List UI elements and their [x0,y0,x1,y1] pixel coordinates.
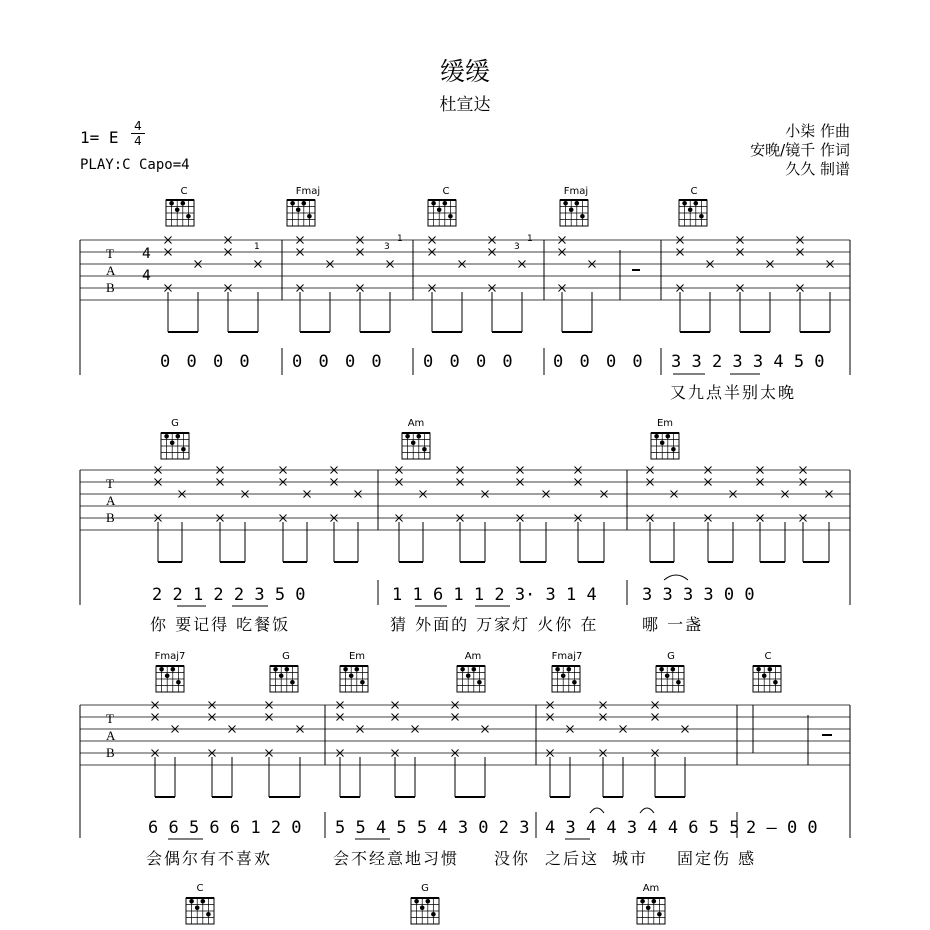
chord-finger-dot [164,434,169,439]
chord-name: G [282,651,290,662]
tab-clef-letter: T [106,246,114,261]
tie-arc [640,808,654,813]
chord-finger-dot [186,214,191,219]
chord-finger-dot [555,667,560,672]
lyricist-credit: 安晚/镜千 作词 [750,141,850,159]
chord-finger-dot [176,680,181,685]
notation-measure: 0 0 0 0 [423,352,513,372]
chord-name: Fmaj [563,186,589,197]
tab-clef-letter: T [106,476,114,491]
chord-finger-dot [279,673,284,678]
song-title: 缓缓 [439,57,490,86]
lyric-line: 猜 外面的 万家灯 火你 在 [390,615,599,634]
chord-finger-dot [657,912,662,917]
chord-finger-dot [343,667,348,672]
chord-finger-dot [466,673,471,678]
chord-finger-dot [285,667,290,672]
lyric-line: 你 要记得 吃餐饭 [150,615,291,634]
chord-finger-dot [171,667,176,672]
lyric-line: 固定伤 感 [677,849,757,868]
chord-name: Fmaj [295,186,321,197]
chord-finger-dot [195,905,200,910]
chord-finger-dot [176,434,181,439]
chord-finger-dot [580,214,585,219]
chord-finger-dot [411,440,416,445]
notation-measure: 5 5 4 5 5 4 3 0 2 3 [335,818,530,838]
tie-arc [664,575,688,580]
composer-credit: 小柒 作曲 [785,122,850,140]
chord-name: Am [464,651,482,662]
tab-clef-letter: B [106,280,115,295]
time-sig-top: 4 [134,119,142,133]
chord-finger-dot [175,207,180,212]
tab-clef-letter: A [106,728,116,743]
play-capo-info: PLAY:C Capo=4 [80,157,190,173]
chord-name: C [442,186,450,197]
chord-finger-dot [349,673,354,678]
notation-measure: 0 0 0 0 [553,352,643,372]
notation-measure: 3 3 3 3 0 0 [642,585,755,605]
chord-finger-dot [170,440,175,445]
chord-finger-dot [296,207,301,212]
chord-name: C [196,883,204,894]
chord-finger-dot [654,434,659,439]
chord-finger-dot [640,899,645,904]
fret-number: 1 [397,234,403,244]
chord-finger-dot [422,447,427,452]
chord-name: C [690,186,698,197]
lyric-line: 又九点半别太晚 [670,383,797,402]
chord-finger-dot [676,680,681,685]
chord-finger-dot [652,899,657,904]
tie-arc [590,808,604,813]
chord-name: Fmaj7 [551,651,583,662]
tab-clef-letter: B [106,745,115,760]
fret-number: 3 [384,242,390,252]
chord-finger-dot [181,201,186,206]
chord-finger-dot [417,434,422,439]
chord-finger-dot [682,201,687,206]
chord-finger-dot [575,201,580,206]
chord-name: C [180,186,188,197]
fret-number: 1 [254,242,260,252]
notation-measure: 3 3 2 3 3 4 5 0 [671,352,825,372]
chord-finger-dot [460,667,465,672]
chord-finger-dot [431,912,436,917]
chord-finger-dot [448,214,453,219]
chord-finger-dot [169,201,174,206]
chord-finger-dot [563,201,568,206]
chord-finger-dot [290,680,295,685]
chord-finger-dot [561,673,566,678]
tab-time-sig-top: 4 [142,246,151,262]
chord-finger-dot [688,207,693,212]
chord-finger-dot [671,447,676,452]
chord-finger-dot [477,680,482,685]
song-artist: 杜宣达 [439,95,491,115]
tab-clef-letter: A [106,493,116,508]
chord-name: Am [407,418,425,429]
chord-finger-dot [307,214,312,219]
chord-finger-dot [762,673,767,678]
notation-measure: 4 3 4 4 3 4 4 6 5 5 [545,818,740,838]
chord-finger-dot [360,680,365,685]
chord-finger-dot [443,201,448,206]
chord-name: C [764,651,772,662]
chord-finger-dot [420,905,425,910]
arranger-credit: 久久 制谱 [785,160,850,178]
notation-measure: 2 2 1 2 2 3 5 0 [152,585,306,605]
chord-finger-dot [659,667,664,672]
chord-finger-dot [660,440,665,445]
key-signature: 1= E [80,128,119,147]
notation-measure: 0 0 0 0 [160,352,250,372]
lyric-line: 城市 [612,849,649,868]
lyric-line: 没你 [494,849,531,868]
lyric-line: 会偶尔有不喜欢 [146,849,273,868]
chord-name: G [421,883,429,894]
notation-measure: 2 — 0 0 [746,818,818,838]
chord-finger-dot [431,201,436,206]
chord-finger-dot [405,434,410,439]
chord-finger-dot [290,201,295,206]
fret-number: 3 [514,242,520,252]
chord-finger-dot [273,667,278,672]
chord-finger-dot [355,667,360,672]
chord-finger-dot [165,673,170,678]
chord-finger-dot [159,667,164,672]
chord-finger-dot [773,680,778,685]
lyric-line: 之后这 [545,849,600,868]
chord-finger-dot [181,447,186,452]
chord-finger-dot [302,201,307,206]
chord-finger-dot [201,899,206,904]
chord-finger-dot [665,673,670,678]
chord-name: G [171,418,179,429]
chord-finger-dot [472,667,477,672]
time-sig-bottom: 4 [134,134,142,148]
chord-finger-dot [572,680,577,685]
notation-measure: 6 6 5 6 6 1 2 0 [148,818,302,838]
chord-finger-dot [646,905,651,910]
chord-name: Em [348,651,366,662]
chord-finger-dot [567,667,572,672]
lyric-line: 哪 一盏 [642,615,704,634]
chord-finger-dot [189,899,194,904]
chord-finger-dot [756,667,761,672]
notation-measure: 1 1 6 1 1 2 3· 3 1 4 [392,585,597,605]
chord-finger-dot [569,207,574,212]
chord-name: G [667,651,675,662]
chord-finger-dot [671,667,676,672]
chord-finger-dot [694,201,699,206]
chord-name: Em [656,418,674,429]
fret-number: 1 [527,234,533,244]
chord-finger-dot [414,899,419,904]
tab-clef-letter: T [106,711,114,726]
tab-clef-letter: B [106,510,115,525]
chord-name: Fmaj7 [154,651,186,662]
chord-finger-dot [206,912,211,917]
notation-measure: 0 0 0 0 [292,352,382,372]
chord-finger-dot [768,667,773,672]
chord-finger-dot [426,899,431,904]
tab-time-sig-bottom: 4 [142,268,151,284]
lyric-line: 会不经意地习惯 [333,849,460,868]
chord-finger-dot [437,207,442,212]
tab-clef-letter: A [106,263,116,278]
chord-finger-dot [699,214,704,219]
chord-finger-dot [666,434,671,439]
chord-name: Am [642,883,660,894]
